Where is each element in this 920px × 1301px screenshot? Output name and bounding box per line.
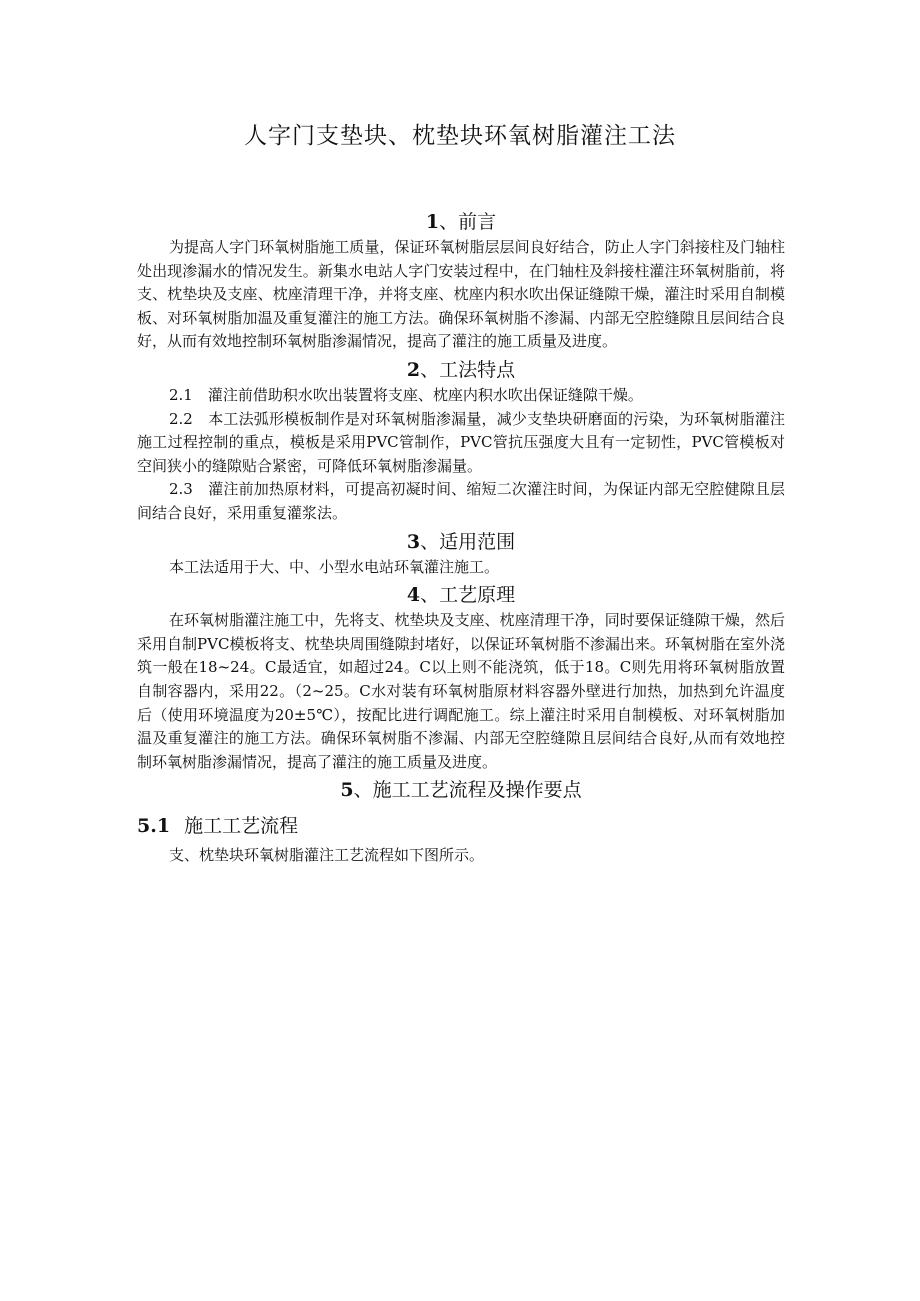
section-number: 2: [406, 358, 421, 381]
section-2-item-2-2: 2.2 本工法弧形模板制作是对环氧树脂渗漏量，减少支垫块研磨面的污染，为环氧树脂灌注施工过程控制的重点，模板是采用PVC管制作，PVC管抗压强度大且有一定韧性，PVC管模板对空间狭小的缝隙贴合紧密，可降低环氧树脂渗漏量。: [137, 409, 785, 475]
document-body: [137, 208, 785, 868]
subsection-5-1-paragraph: 支、枕垫块环氧树脂灌注工艺流程如下图所示。: [169, 846, 485, 865]
section-2-item-2-3: 2.3 灌注前加热原材料，可提高初凝时间、缩短二次灌注时间，为保证内部无空腔健隙且层间结合良好，采用重复灌浆法。: [137, 480, 785, 522]
section-heading-text: 、工法特点: [420, 358, 516, 381]
section-3-heading: [137, 528, 785, 556]
subsection-number: 5.1: [137, 815, 171, 838]
section-4-paragraph: 在环氧树脂灌注施工中，先将支、枕垫块及支座、枕座清理干净，同时要保证缝隙干燥，然后采用自制PVC模板将支、枕垫块周围缝隙封堵好，以保证环氧树脂不渗漏出来。环氧树脂在室外浇筑一般在18~24。C最适宜，如超过24。C以上则不能浇筑，低于18。C则先用将环氧树脂放置自制容器内，采用22。（2~25。C水对装有环氧树脂原材料容器外壁进行加热，加热到允许温度后（使用环境温度为20±5℃），按配比进行调配施工。综上灌注时采用自制模板、对环氧树脂加温及重复灌注的施工方法。确保环氧树脂不渗漏、内部无空腔缝隙且层间结合良好,从而有效地控制环氧树脂渗漏情况，提高了灌注的施工质量及进度。: [137, 611, 785, 771]
section-heading-text: 、前言: [439, 211, 497, 233]
section-2-item-2-1: 2.1 灌注前借助积水吹出装置将支座、枕座内积水吹出保证缝隙干燥。: [169, 385, 643, 404]
section-heading-text: 、适用范围: [420, 530, 516, 553]
section-3-paragraph: 本工法适用于大、中、小型水电站环氧灌注施工。: [169, 557, 500, 576]
subsection-5-1-heading: [137, 812, 785, 840]
section-number: 3: [406, 530, 421, 553]
section-1-heading: [137, 208, 785, 236]
section-1-paragraph: 为提高人字门环氧树脂施工质量，保证环氧树脂层层间良好结合，防止人字门斜接柱及门轴柱处出现渗漏水的情况发生。新集水电站人字门安装过程中，在门轴柱及斜接柱灌注环氧树脂前，将支、枕垫块及支座、枕座清理干净，并将支座、枕座内积水吹出保证缝隙干燥，灌注时采用自制模板、对环氧树脂加温及重复灌注的施工方法。确保环氧树脂不渗漏、内部无空腔缝隙且层间结合良好，从而有效地控制环氧树脂渗漏情况，提高了灌注的施工质量及进度。: [137, 238, 785, 351]
section-5-heading: [137, 776, 785, 804]
section-heading-text: 、工艺原理: [420, 584, 516, 607]
section-number: 1: [425, 211, 440, 233]
section-heading-text: 、施工工艺流程及操作要点: [353, 779, 582, 802]
section-2-heading: [137, 356, 785, 384]
section-number: 5: [340, 779, 354, 802]
subsection-heading-text: 施工工艺流程: [184, 815, 299, 838]
section-4-heading: [137, 581, 785, 609]
section-number: 4: [406, 584, 421, 607]
document-title: 人字门支垫块、枕垫块环氧树脂灌注工法: [244, 123, 676, 149]
